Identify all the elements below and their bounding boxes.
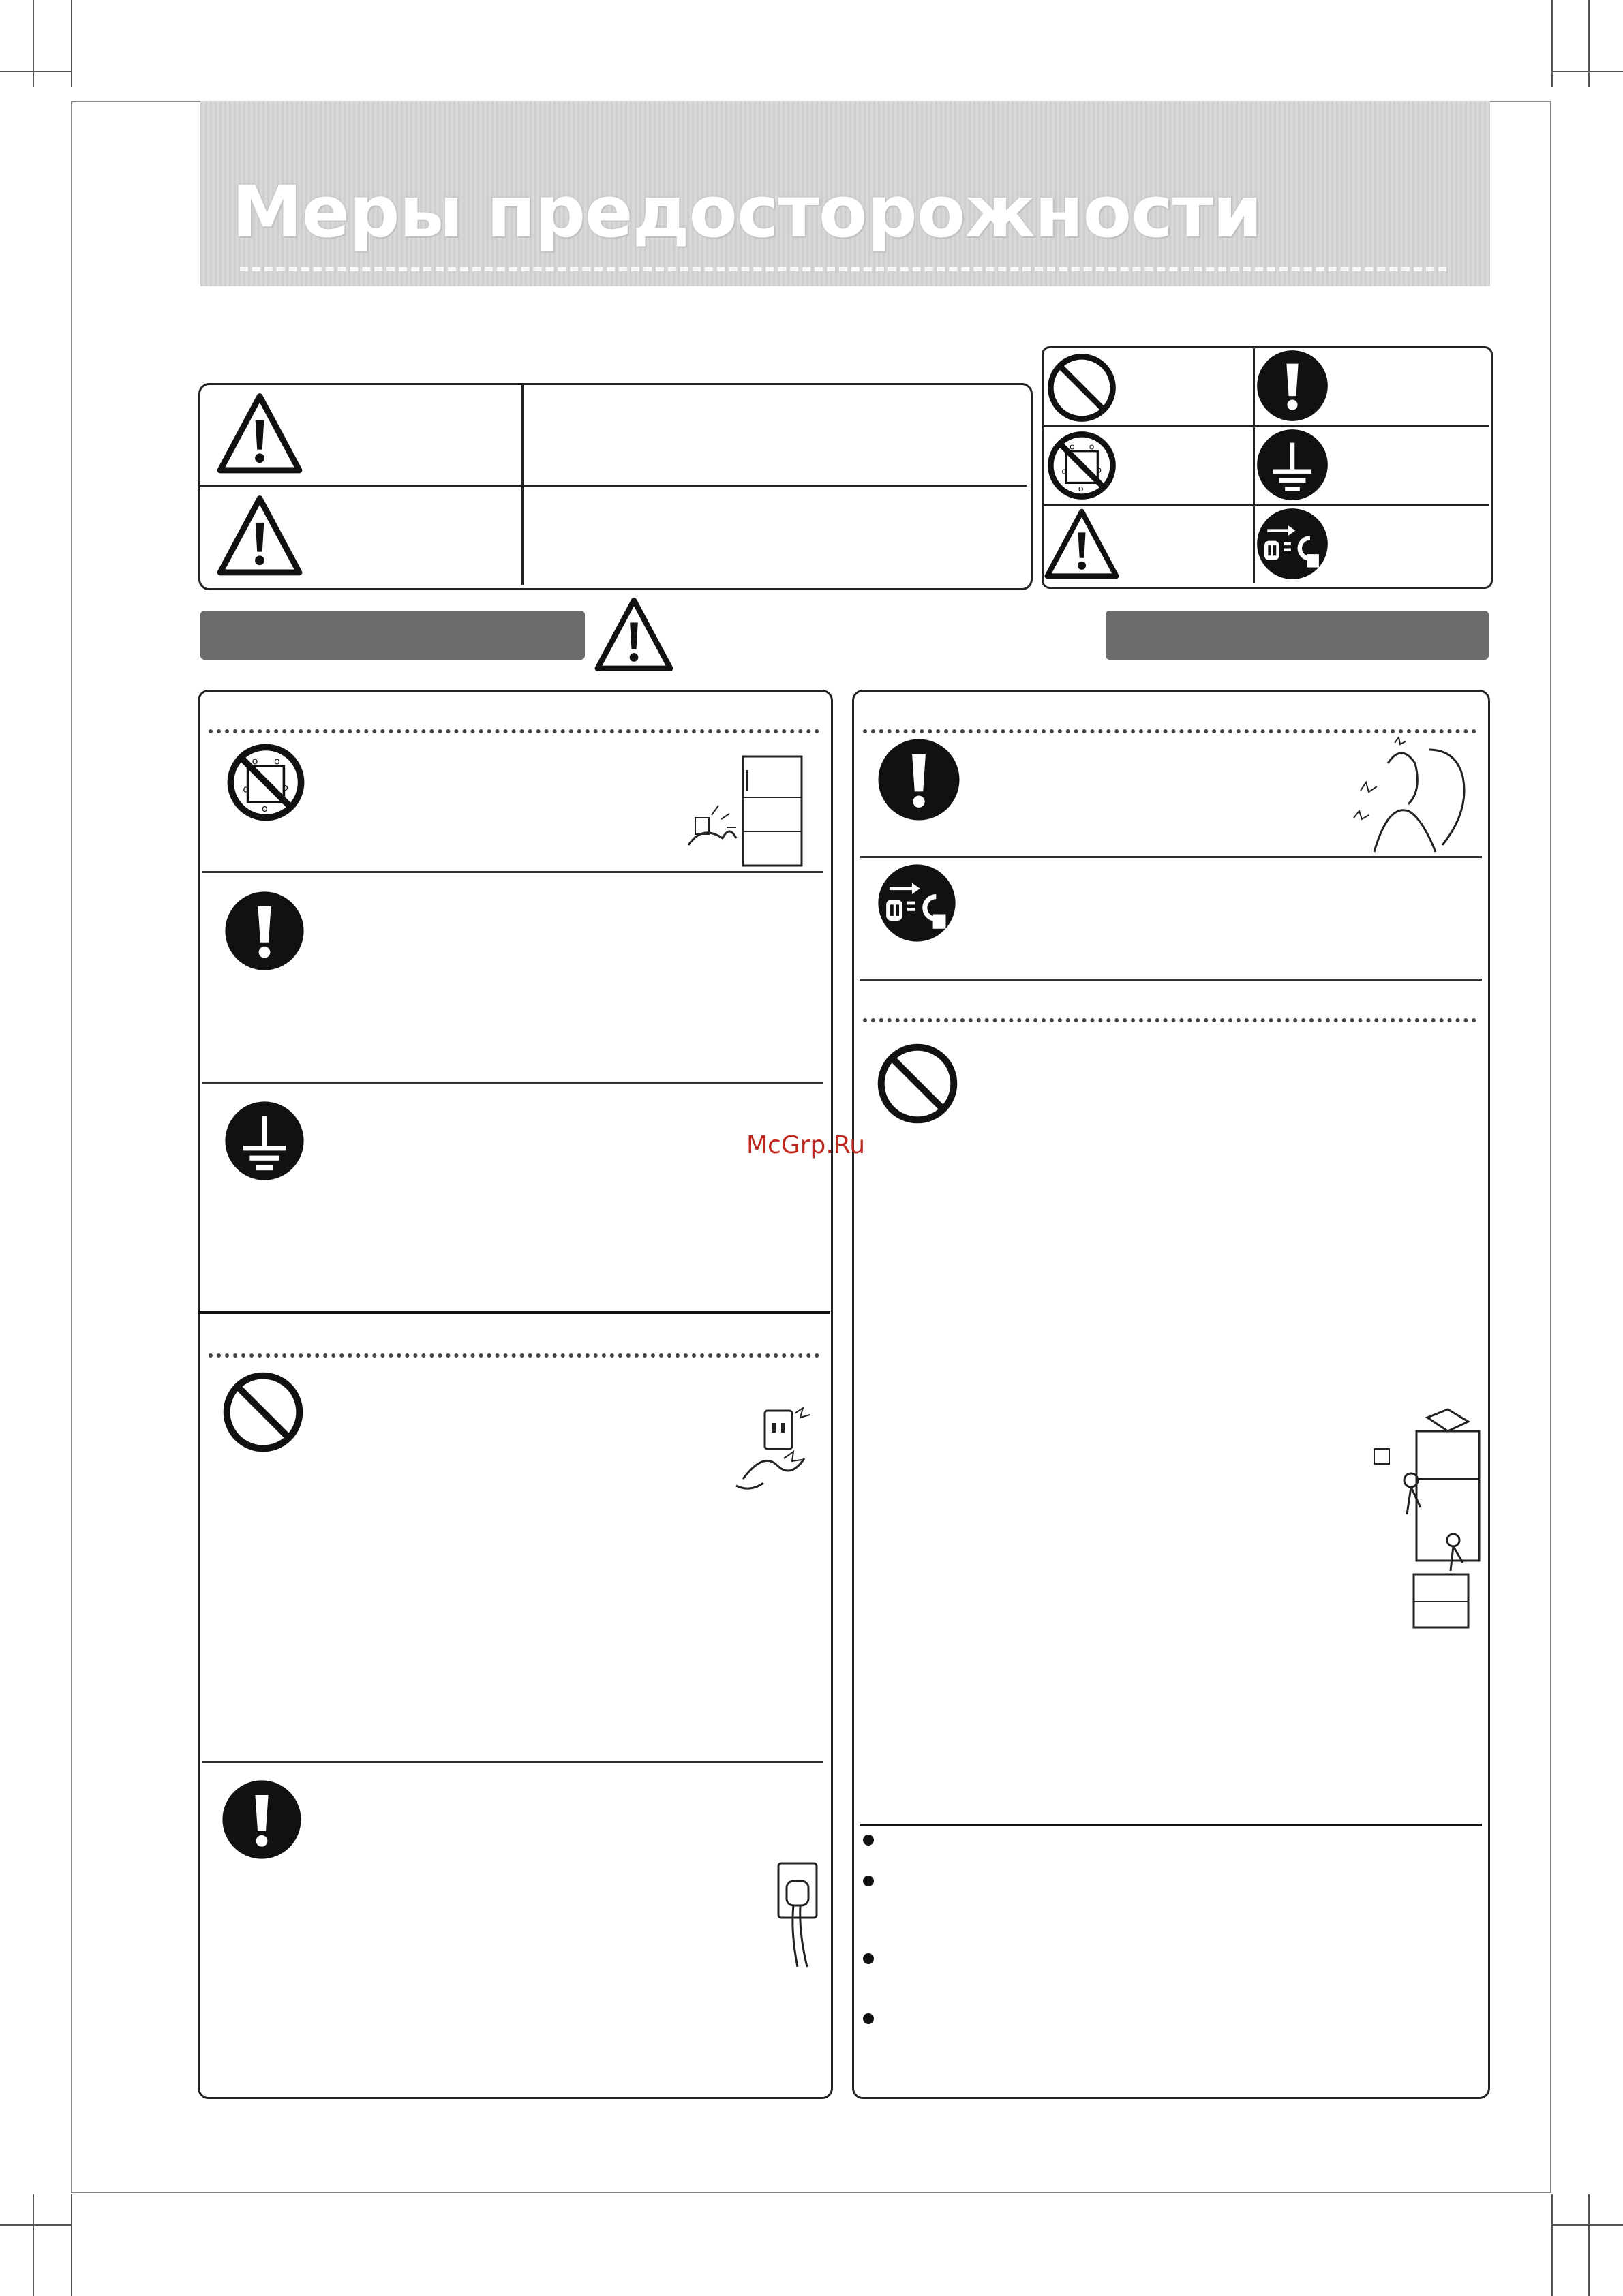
watermark: McGrp.Ru — [746, 1131, 866, 1159]
crop-mark — [1588, 0, 1590, 87]
grid-divider — [1253, 348, 1255, 583]
warning-triangle-icon — [1044, 507, 1119, 582]
ground-icon — [224, 1100, 305, 1182]
exclamation-icon — [877, 737, 961, 822]
prohibition-icon — [1046, 352, 1118, 424]
prohibition-icon — [221, 1370, 305, 1454]
hands-spark-illustration — [1347, 736, 1476, 859]
exclamation-icon — [221, 1779, 303, 1861]
grid-divider — [1043, 504, 1489, 506]
legend-box — [198, 383, 1033, 590]
crop-mark — [1551, 0, 1553, 87]
fridge-water-illustration — [682, 750, 811, 872]
right-panel-bottom-separator — [860, 1824, 1482, 1826]
section-bar-left — [200, 611, 585, 660]
right-panel-dotline — [863, 729, 1476, 733]
crop-mark — [0, 71, 71, 72]
child-climbing-illustration — [1369, 1404, 1485, 1636]
crop-mark — [1551, 71, 1623, 72]
left-panel-separator — [202, 1082, 823, 1084]
left-panel-separator — [202, 871, 823, 873]
warning-triangle-icon — [217, 391, 303, 477]
crop-mark — [71, 0, 72, 87]
crop-mark — [33, 0, 34, 87]
exclamation-icon — [224, 890, 305, 972]
left-panel-separator — [202, 1761, 823, 1763]
section-bar-right — [1106, 611, 1489, 660]
ground-icon — [1256, 428, 1329, 502]
bullet — [863, 1876, 874, 1886]
crop-mark — [33, 2194, 34, 2296]
no-water-icon — [1046, 429, 1118, 502]
prohibition-icon — [875, 1041, 960, 1126]
socket-spark-illustration — [729, 1404, 818, 1499]
unplug-icon — [1256, 507, 1329, 581]
warning-triangle-icon — [594, 596, 673, 675]
crop-mark — [0, 2224, 71, 2226]
bullet — [863, 1953, 874, 1964]
plug-socket-illustration — [773, 1861, 821, 1970]
banner-dash-line — [240, 267, 1446, 271]
crop-mark — [71, 2194, 72, 2296]
page-title: Меры предосторожности — [232, 170, 1262, 254]
unplug-icon — [877, 863, 957, 943]
crop-mark — [1588, 2194, 1590, 2296]
left-panel-dotline — [209, 1353, 819, 1358]
right-panel-separator — [860, 856, 1482, 858]
right-panel-dotline — [863, 1018, 1476, 1022]
legend-divider-horizontal — [200, 485, 1027, 487]
left-panel-dotline — [209, 729, 819, 733]
crop-mark — [1551, 2224, 1623, 2226]
crop-mark — [1551, 2194, 1553, 2296]
grid-divider — [1043, 425, 1489, 427]
warning-triangle-icon — [217, 493, 303, 579]
right-panel-separator — [860, 979, 1482, 981]
bullet — [863, 2013, 874, 2024]
no-water-icon — [225, 741, 307, 823]
left-panel-thick-separator — [198, 1311, 830, 1314]
bullet — [863, 1835, 874, 1846]
exclamation-icon — [1256, 349, 1329, 423]
